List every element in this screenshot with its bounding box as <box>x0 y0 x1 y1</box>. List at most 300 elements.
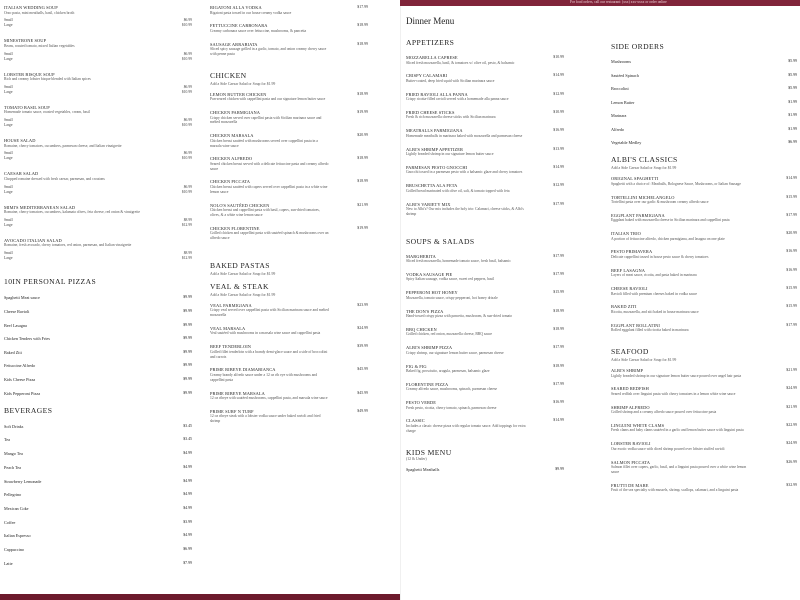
size-price: $10.99 <box>181 23 192 28</box>
item-name: Latte <box>4 560 13 566</box>
item-description: Eggplant baked with mozzarella cheese in Sicilian marinara and cappellini pasta <box>611 218 730 223</box>
item-name: FIG & FIG <box>406 363 427 369</box>
item-description: Butter-coated, deep fried squid with Sicilian marinara sauce <box>406 78 495 83</box>
section-title-veal-steak: VEAL & STEAK <box>210 281 269 291</box>
size-label: Small <box>4 218 13 222</box>
menu-item <box>611 140 797 145</box>
item-name: SAUSAGE ARRABIATA <box>210 41 258 47</box>
menu-item <box>611 127 797 132</box>
size-price: $10.99 <box>181 89 192 94</box>
menu-item <box>611 441 797 451</box>
menu-item <box>4 72 192 95</box>
item-price: $18.99 <box>553 326 564 331</box>
menu-item <box>4 138 192 161</box>
size-price: $6.99 <box>183 51 192 56</box>
item-name: FRIED RAVIOLI ALLA PANNA <box>406 91 468 97</box>
item-price: $17.99 <box>553 253 564 258</box>
item-name: ALBI'S SHRIMP APPETIZER <box>406 146 464 152</box>
size-label: Large <box>4 89 13 94</box>
menu-item <box>611 100 797 105</box>
menu-item <box>4 561 192 566</box>
item-price: $5.99 <box>788 59 797 63</box>
item-description: 12 oz ribeye steak with a lobster vodka sauce under baked ravioli and fried shrimp <box>210 414 321 424</box>
item-name: FLORENTINE PIZZA <box>406 381 449 387</box>
item-name: ITALIAN WEDDING SOUP <box>4 5 58 10</box>
size-price: $6.99 <box>183 84 192 89</box>
item-price: $13.99 <box>553 146 564 151</box>
item-name: VEAL MARSALA <box>210 325 246 331</box>
item-price: $32.99 <box>786 482 797 487</box>
item-price: $9.99 <box>555 466 564 471</box>
item-name: AVOCADO ITALIAN SALAD <box>4 237 62 243</box>
menu-item <box>4 5 192 28</box>
menu-item <box>611 176 797 186</box>
item-price: $18.99 <box>553 308 564 313</box>
menu-item <box>4 520 192 525</box>
menu-item <box>4 533 192 538</box>
item-price: $14.99 <box>553 418 564 423</box>
item-description: Salmon fillet over capers, garlic, basil, and a linguini pasta poured over a white wine lemon sauce <box>611 465 747 474</box>
item-price: $15.99 <box>786 286 797 291</box>
item-description: Grilled fillet tenderloin with a brandy demi-glace sauce and a side of broccolini and carrots <box>210 349 328 359</box>
menu-item <box>210 92 368 102</box>
menu-item <box>210 326 368 336</box>
item-price: $16.99 <box>786 249 797 254</box>
size-label: Small <box>4 84 13 89</box>
menu-item <box>4 424 192 429</box>
item-price: $9.99 <box>183 322 192 327</box>
item-price: $15.99 <box>786 304 797 309</box>
item-name: CHICKEN FLORENTINE <box>210 225 260 231</box>
chicken-note: Add a Side Caesar Salad or Soup for $1.99 <box>210 81 276 86</box>
menu-item <box>611 249 797 259</box>
item-price: $7.99 <box>183 560 192 565</box>
item-name: CHEESE RAVIOLI <box>611 286 648 292</box>
item-name: CRISPY CALAMARI <box>406 73 448 79</box>
menu-item <box>210 303 368 318</box>
menu-item <box>4 205 192 228</box>
menu-item <box>611 113 797 118</box>
item-price: $9.99 <box>183 308 192 313</box>
item-price: $21.99 <box>786 404 797 409</box>
menu-column-3 <box>406 0 564 600</box>
menu-item <box>611 460 797 475</box>
item-description: Chicken breast sautéed with capers served over cappellini pasta in a white wine lemon sauce <box>210 184 328 194</box>
item-price: $24.99 <box>786 386 797 391</box>
item-description: Seared redfish over linguini pasta with cherry tomatoes in a lemon white wine sauce <box>611 391 736 396</box>
item-description: Layers of meat sauce, ricotta, and pasta baked in marinara <box>611 273 697 278</box>
bottom-bar <box>0 594 400 600</box>
item-price: $9.99 <box>183 336 192 341</box>
item-description: Crispy chicken served over capellini pasta with Sicilian marinara sauce and melted mozzarella <box>210 115 322 125</box>
kids-list <box>406 467 564 472</box>
size-label: Large <box>4 156 13 161</box>
kids-note: (12 & Under) <box>406 456 427 461</box>
menu-item <box>406 92 564 102</box>
item-name: PESTO VERDE <box>406 400 437 406</box>
item-name: TORTELLINI MICHELANGELO <box>611 194 675 200</box>
item-price: $23.99 <box>357 302 368 307</box>
item-price: $45.99 <box>357 367 368 372</box>
menu-item <box>611 405 797 415</box>
menu-item <box>406 147 564 157</box>
item-description: Delicate cappellini tossed in house pesto sauce & cherry tomatoes <box>611 254 709 259</box>
item-description: Ravioli filled with premium cheeses baked in vodka sauce <box>611 291 698 296</box>
item-description: Crispy shrimp, our signature lemon butter sauce, parmesan cheese <box>406 350 504 355</box>
item-description: Rolled eggplant filled with ricotta baked in marinara <box>611 328 689 333</box>
page-divider <box>400 6 401 600</box>
item-name: Mushrooms <box>611 59 632 64</box>
item-name: MARGHERITA <box>406 253 436 259</box>
item-description: Spicy Italian sausage, vodka sauce, sweet red peppers, basil <box>406 277 495 282</box>
item-name: HOUSE SALAD <box>4 138 36 144</box>
item-price: $3.45 <box>183 423 192 428</box>
item-name: SALMON PICCATA <box>611 459 650 465</box>
item-price: $18.99 <box>357 179 368 184</box>
size-price: $6.99 <box>183 118 192 123</box>
menu-item <box>611 268 797 278</box>
item-price: $45.99 <box>357 390 368 395</box>
appetizers-list <box>406 55 564 217</box>
menu-item <box>406 327 564 337</box>
menu-item <box>210 391 368 401</box>
item-description: Beans, roasted tomato, mixed Italian vegetables <box>4 43 75 48</box>
item-name: Cappuccino <box>4 547 25 553</box>
item-description: Sliced spicy sausage grilled in a garlic, tomato, and onion creamy cherry sauce with penne pasta <box>210 47 327 56</box>
section-title-seafood: SEAFOOD <box>611 347 649 357</box>
item-description: Fresh pesto, ricotta, cherry tomato, spinach, parmesan cheese <box>406 405 497 410</box>
item-description: Mozzarella, tomato sauce, crispy pepperoni, hot honey drizzle <box>406 295 498 300</box>
item-name: PRIME SURF N TURF <box>210 408 254 414</box>
size-row-large <box>4 156 192 161</box>
size-row-large <box>4 223 192 228</box>
soups-salads-list <box>4 5 192 261</box>
menu-item <box>406 364 564 374</box>
section-title-personal-pizzas: 10IN PERSONAL PIZZAS <box>4 277 97 287</box>
menu-column-1 <box>4 0 192 594</box>
menu-item <box>210 156 368 171</box>
menu-item <box>406 272 564 282</box>
item-description: Creamy alfredo sauce, mushrooms, spinach, parmesan cheese <box>406 387 498 392</box>
menu-item <box>406 418 564 433</box>
menu-item <box>4 391 192 396</box>
menu-item <box>210 409 368 424</box>
item-description: Romaine, cherry tomatoes, cucumbers, kalamata olives, feta cheese, red onion & vinaigrette <box>4 210 140 215</box>
item-description: Fresh clams and baby clams sautéed in a garlic and lemon butter sauce with linguini pasta <box>611 428 744 433</box>
menu-item <box>4 309 192 314</box>
menu-item <box>611 483 797 493</box>
veal-note: Add a Side Caesar Salad or Soup for $1.99 <box>210 292 276 297</box>
item-description: Baked fig, prosciutto, arugula, parmesan, balsamic glaze <box>406 369 490 373</box>
size-label: Large <box>4 189 13 194</box>
item-description: Rigatoni pasta tossed in our house creamy vodka sauce <box>210 10 292 15</box>
item-price: $18.99 <box>357 91 368 96</box>
item-description: Chopped romaine dressed with fresh caesar, parmesan, and croutons <box>4 176 105 181</box>
item-description: Creamy carbonara sauce over fettuccine, mushrooms, & pancetta <box>210 28 307 33</box>
item-name: Fettuccine Alfredo <box>4 363 36 369</box>
baked-note: Add a Side Caesar Salad or Soup for $1.99 <box>210 271 276 276</box>
classics-list <box>611 176 797 333</box>
item-name: ALBI'S SHRIMP <box>611 368 644 374</box>
menu-item <box>4 492 192 497</box>
section-title-kids-menu: KIDS MENU <box>406 447 452 457</box>
item-description: Orzo pasta, mini meatballs, basil, chicken broth <box>4 10 75 15</box>
menu-item <box>406 290 564 300</box>
item-name: Baked Ziti <box>4 349 22 355</box>
menu-item <box>406 110 564 120</box>
banner-text: For food orders, call our restaurant: (xxx) xxx-xxxx or order online <box>570 0 667 4</box>
item-price: $15.99 <box>786 194 797 199</box>
menu-item <box>406 202 564 217</box>
item-name: Kids Cheese Pizza <box>4 377 36 382</box>
menu-item <box>4 105 192 128</box>
size-row-large <box>4 256 192 261</box>
item-price: $1.99 <box>788 99 797 104</box>
item-description: Sliced fresh mozzarella, basil, & tomatoes w/ olive oil, pesto, & balsamic <box>406 60 515 65</box>
section-title-appetizers: APPETIZERS <box>406 38 455 47</box>
item-name: Italian Espresso <box>4 533 31 539</box>
size-label: Large <box>4 56 13 61</box>
item-price: $17.99 <box>786 212 797 217</box>
item-price: $18.99 <box>553 363 564 368</box>
menu-item <box>406 165 564 175</box>
menu-item <box>4 377 192 382</box>
menu-item <box>611 86 797 91</box>
item-name: Mexican Coke <box>4 505 29 511</box>
item-name: MOZZARELLA CAPRESE <box>406 55 458 60</box>
item-name: LOBSTER RAVIOLI <box>611 441 651 447</box>
size-price: $12.99 <box>181 256 192 261</box>
item-price: $10.99 <box>553 55 564 59</box>
size-price: $8.99 <box>183 251 192 256</box>
item-description: A portion of fettuccine alfredo, chicken parmigiana, and lasagna on one plate <box>611 236 725 241</box>
item-description: Chicken breast sautéed with mushrooms served over cappellini pasta in a marsala wine sauce <box>210 138 318 148</box>
item-price: $17.99 <box>553 201 564 206</box>
item-price: $49.99 <box>357 408 368 413</box>
item-description: Pan-seared chicken with cappellini pasta and our signature lemon butter sauce <box>210 97 326 102</box>
item-name: BRUSCHETTA ALA FETA <box>406 183 458 189</box>
menu-item <box>611 59 797 64</box>
size-price: $10.99 <box>181 189 192 194</box>
size-label: Small <box>4 184 13 189</box>
menu-item <box>4 323 192 328</box>
section-title-chicken: CHICKEN <box>210 70 247 80</box>
menu-item <box>611 386 797 396</box>
item-price: $18.99 <box>357 41 368 46</box>
item-price: $16.99 <box>786 267 797 272</box>
menu-item <box>611 231 797 241</box>
item-description: 12 oz ribeye with sautéed mushrooms, cappellini pasta, and marsala wine sauce <box>210 396 328 400</box>
menu-item <box>210 344 368 359</box>
item-name: VODKA SAUSAGE PIE <box>406 271 453 277</box>
item-name: BEEF LASAGNA <box>611 267 646 273</box>
menu-item <box>406 382 564 392</box>
item-description: Rich and creamy lobster bisque blended with Italian spices <box>4 77 91 82</box>
menu-item <box>406 73 564 83</box>
item-price: $17.99 <box>553 345 564 350</box>
item-description: Includes a classic cheese pizza with regular tomato sauce. Add toppings for extra charge <box>406 423 526 433</box>
item-name: Alfredo <box>611 126 625 132</box>
item-name: Soft Drinks <box>4 423 24 429</box>
item-name: Cheese Ravioli <box>4 308 30 314</box>
item-name: CHICKEN ALFREDO <box>210 156 253 162</box>
seafood-note: Add a Side Caesar Salad or Soup for $1.99 <box>611 358 677 363</box>
item-name: NOLO'S SAUTÉED CHICKEN <box>210 202 270 208</box>
item-name: Tea <box>4 437 10 443</box>
item-name: ITALIAN TRIO <box>611 231 641 237</box>
item-name: CHICKEN PICCATA <box>210 179 251 185</box>
item-price: $3.99 <box>183 519 192 524</box>
menu-column-2 <box>210 0 368 594</box>
item-price: $20.99 <box>786 231 797 236</box>
item-price: $14.99 <box>786 176 797 181</box>
item-price: $16.99 <box>553 400 564 405</box>
pasta-list <box>210 5 368 57</box>
menu-item <box>4 363 192 368</box>
item-description: Romaine, fresh avocado, cherry tomatoes, red onion, parmesan, and Italian vinaigrette <box>4 243 132 248</box>
size-row-large <box>4 123 192 128</box>
menu-item <box>4 506 192 511</box>
seafood-list <box>611 368 797 493</box>
section-title-albis-classics: ALBI'S CLASSICS <box>611 155 678 165</box>
chicken-list <box>210 92 368 241</box>
item-name: BAKED ZITI <box>611 304 637 310</box>
menu-item <box>4 479 192 484</box>
size-price: $12.99 <box>181 222 192 227</box>
item-description: Fruit of the sea specialty with mussels, shrimp, scallops, calamari, and a linguini pasta <box>611 488 739 493</box>
item-name: BEEF TENDERLOIN <box>210 344 252 350</box>
item-price: $16.99 <box>553 128 564 133</box>
item-price: $6.99 <box>788 140 797 145</box>
item-name: Sautéed Spinach <box>611 72 639 78</box>
item-name: ALBI'S VARIETY MIX <box>406 201 451 207</box>
item-name: SEARED REDFISH <box>611 386 649 392</box>
item-name: Kids Pepperoni Pizza <box>4 390 41 396</box>
classics-note: Add a Side Caesar Salad or Soup for $1.99 <box>611 166 677 171</box>
item-price: $4.99 <box>183 533 192 538</box>
item-description: New to Albi's? Our mix includes the holy trio: Calamari, cheese sticks, & Albi's shrimp <box>406 207 524 216</box>
item-description: Chicken breast and cappellini pasta with basil, capers, sun-dried tomatoes, olives, & a white wine lemon sauce <box>210 208 320 217</box>
size-label: Small <box>4 18 13 23</box>
item-price: $4.99 <box>183 478 192 483</box>
item-description: Homemade tomato sauce, roasted vegetables, cream, basil <box>4 110 90 115</box>
menu-item <box>406 128 564 138</box>
item-name: Mango Tea <box>4 451 23 457</box>
menu-item <box>210 5 368 15</box>
menu-item <box>210 42 368 57</box>
menu-item <box>210 226 368 241</box>
section-title-beverages: BEVERAGES <box>4 405 53 415</box>
item-price: $19.99 <box>357 110 368 115</box>
menu-item <box>406 254 564 264</box>
size-price: $10.99 <box>181 123 192 128</box>
item-description: Our exotic vodka sauce with diced shrimp poured over lobster stuffed ravioli <box>611 446 725 451</box>
item-price: $24.99 <box>786 441 797 446</box>
item-price: $12.99 <box>553 183 564 188</box>
menu-item <box>611 195 797 205</box>
item-name: Vegetable Medley <box>611 140 642 146</box>
menu-item <box>611 286 797 296</box>
item-name: Strawberry Lemonade <box>4 478 42 484</box>
item-name: LOBSTER BISQUE SOUP <box>4 71 55 77</box>
veal-steak-list <box>210 303 368 424</box>
item-description: Ricotta, mozzarella, and ziti baked in house marinara sauce <box>611 309 699 314</box>
item-name: PEPPERONI HOT HONEY <box>406 290 458 296</box>
item-description: Gnocchi tossed in a parmesan pesto with a balsamic glaze and cherry tomatoes <box>406 170 523 175</box>
side-orders-list <box>611 59 797 145</box>
menu-item <box>406 309 564 319</box>
item-description: Veal sautéed with mushrooms in a marsala wine sauce and cappellini pasta <box>210 331 321 336</box>
item-name: TOMATO BASIL SOUP <box>4 104 50 110</box>
item-name: RIGATONI ALLA VODKA <box>210 5 262 10</box>
item-name: FETTUCCINE CARBONARA <box>210 23 268 29</box>
item-price: $17.99 <box>357 5 368 9</box>
item-name: BBQ CHICKEN <box>406 326 437 332</box>
item-description: Crispy veal served over cappellini pasta with Sicilian marinara sauce and melted mozzarella <box>210 308 329 318</box>
item-price: $5.99 <box>788 72 797 77</box>
item-description: Sliced fresh mozzarella, homemade tomato sauce, fresh basil, balsamic <box>406 259 511 264</box>
item-name: CHICKEN PARMIGIANA <box>210 110 261 116</box>
item-name: Marinara <box>611 113 627 119</box>
size-price: $10.99 <box>181 156 192 161</box>
item-name: MEATBALLS PARMIGIANA <box>406 128 463 134</box>
item-description: Crispy ricotta-filled ravioli served with a homemade alla panna sauce <box>406 97 509 102</box>
item-description: Grilled bread marinated with olive oil, salt, & tomato topped with feta <box>406 188 510 193</box>
item-price: $17.99 <box>553 381 564 386</box>
size-label: Small <box>4 151 13 156</box>
item-description: Tortellini pasta over our garlic & mushroom creamy alfredo sauce <box>611 200 709 205</box>
item-price: $1.99 <box>788 113 797 118</box>
item-description: Romaine, cherry tomatoes, cucumbers, parmesan cheese, and Italian vinaigrette <box>4 143 122 148</box>
item-price: $21.99 <box>357 202 368 207</box>
menu-item <box>4 547 192 552</box>
size-label: Small <box>4 118 13 123</box>
item-price: $12.99 <box>553 91 564 96</box>
item-name: ORIGINAL SPAGHETTI <box>611 176 659 182</box>
item-name: CAESAR SALAD <box>4 171 39 177</box>
menu-item <box>611 73 797 78</box>
size-row-large <box>4 90 192 95</box>
size-row-large <box>4 57 192 62</box>
size-label: Large <box>4 123 13 128</box>
menu-item <box>210 23 368 33</box>
size-label: Small <box>4 51 13 56</box>
section-title-side-orders: SIDE ORDERS <box>611 42 665 51</box>
item-price: $4.99 <box>183 451 192 456</box>
menu-item <box>611 304 797 314</box>
item-name: FRUTTI DE MARE <box>611 482 649 488</box>
item-price: $4.99 <box>183 492 192 497</box>
item-price: $19.99 <box>357 225 368 230</box>
size-label: Large <box>4 256 13 261</box>
item-price: $18.99 <box>357 156 368 161</box>
size-label: Large <box>4 23 13 28</box>
menu-column-4 <box>611 0 797 600</box>
menu-item <box>611 368 797 378</box>
item-name: MINESTRONE SOUP <box>4 38 47 44</box>
item-name: Lemon Butter <box>611 99 635 105</box>
menu-item <box>4 295 192 300</box>
menu-item <box>611 213 797 223</box>
menu-item <box>4 171 192 194</box>
item-description: Grilled chicken and cappellini pasta with sautéed spinach & mushrooms over an alfredo sauce <box>210 231 329 240</box>
item-price: $4.99 <box>183 464 192 469</box>
item-name: Coffee <box>4 519 16 525</box>
item-description: Grilled shrimp and a creamy alfredo sauce poured over fettuccine pasta <box>611 410 717 415</box>
menu-item <box>4 38 192 61</box>
menu-item <box>4 451 192 456</box>
menu-item <box>4 437 192 442</box>
